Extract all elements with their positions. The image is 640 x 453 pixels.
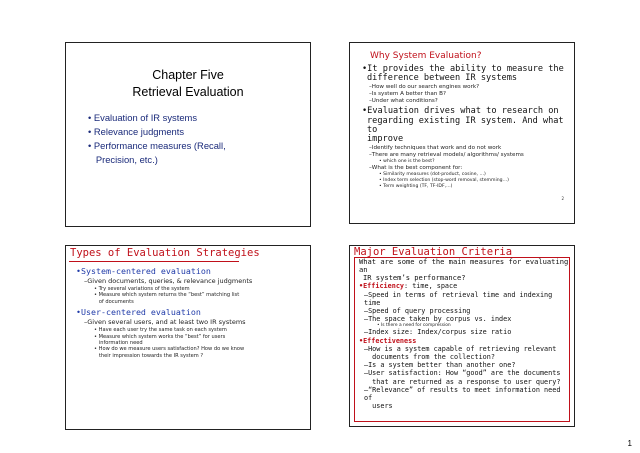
list-item: –How is a system capable of retrieving relevant bbox=[364, 345, 557, 354]
list-item: • Have each user try the same task on each system bbox=[94, 327, 227, 334]
paragraph-line: improve bbox=[367, 134, 404, 145]
list-item: –What is the best component for: bbox=[369, 165, 463, 172]
list-item: • How do we measure users satisfaction? How do we know bbox=[94, 346, 245, 353]
title-underline bbox=[69, 261, 239, 262]
list-item: –Is a system better than another one? bbox=[364, 361, 516, 370]
list-item: • Try several variations of the system bbox=[94, 286, 190, 292]
paragraph-line: •It provides the ability to measure the bbox=[362, 64, 564, 74]
slide-title: Major Evaluation Criteria bbox=[354, 246, 513, 258]
chapter-title: Chapter Five bbox=[152, 68, 224, 82]
list-item: –“Relevance” of results to meet information need of bbox=[364, 385, 561, 402]
slide-why-system-evaluation bbox=[349, 42, 575, 224]
list-item: • Measure which system works the “best” for users bbox=[94, 333, 226, 340]
chapter-subtitle: Retrieval Evaluation bbox=[132, 85, 244, 99]
list-item: of documents bbox=[94, 298, 134, 305]
list-item: Precision, etc.) bbox=[88, 154, 158, 165]
section-heading bbox=[359, 282, 571, 291]
list-item: –Is system A better than B? bbox=[369, 91, 446, 98]
list-item: • Evaluation of IR systems bbox=[88, 112, 198, 123]
list-item: that are returned as a response to user query? bbox=[364, 377, 561, 386]
list-item: • Similarity measures (dot-product, cosine, …) bbox=[379, 172, 486, 178]
list-item: • Is there a need for compression bbox=[377, 322, 451, 328]
slide-chapter-five bbox=[65, 42, 311, 227]
list-item: –Identify techniques that work and do not work bbox=[369, 145, 502, 152]
list-item: –Given documents, queries, & relevance judgments bbox=[84, 277, 253, 285]
slide3-body bbox=[76, 265, 308, 359]
slide2-body bbox=[362, 65, 572, 189]
list-item: • Index term selection (stop-word removal, stemming…) bbox=[379, 177, 509, 183]
slide4-body bbox=[359, 258, 571, 410]
paragraph-line: What are some of the main measures for evaluating an bbox=[359, 257, 569, 274]
list-item: their impression towards the IR system ? bbox=[94, 352, 204, 359]
list-item: –How well do our search engines work? bbox=[369, 84, 480, 91]
list-item: –The space taken by corpus vs. index bbox=[364, 314, 512, 323]
efficiency-rest: : time, space bbox=[404, 282, 458, 290]
list-item: –Speed of query processing bbox=[364, 306, 471, 315]
list-item: –Under what conditions? bbox=[369, 98, 438, 105]
paragraph-line: IR system’s performance? bbox=[363, 273, 466, 282]
page-number: 1 bbox=[627, 439, 632, 448]
efficiency-label: •Efficiency bbox=[359, 282, 405, 290]
slide-major-evaluation-criteria bbox=[349, 245, 575, 427]
list-item: users bbox=[364, 401, 393, 410]
slide-page-number: 2 bbox=[561, 196, 564, 201]
list-item: • Relevance judgments bbox=[88, 126, 185, 137]
list-item: • Term weighting (TF, TF-IDF,…) bbox=[379, 183, 453, 189]
list-item: –Given several users, and at least two IR systems bbox=[84, 318, 246, 327]
list-item: –Speed in terms of retrieval time and indexing time bbox=[364, 290, 553, 307]
paragraph-line: •Evaluation drives what to research on bbox=[362, 106, 559, 117]
section-heading: •System-centered evaluation bbox=[76, 266, 211, 276]
section-heading: •User-centered evaluation bbox=[76, 307, 201, 318]
paragraph-line: regarding existing IR system. And what to bbox=[367, 115, 564, 135]
slide1-bullet-list bbox=[88, 111, 303, 167]
list-item: • which one is the best? bbox=[379, 159, 435, 165]
slide-title: Why System Evaluation? bbox=[370, 51, 482, 61]
list-item: –Index size: Index/corpus size ratio bbox=[364, 328, 512, 337]
list-item: documents from the collection? bbox=[364, 353, 495, 362]
section-heading: •Effectiveness bbox=[359, 336, 417, 345]
list-item: • Measure which system returns the “best” matching list bbox=[94, 292, 240, 299]
list-item: information need bbox=[94, 340, 143, 347]
paragraph-line: difference between IR systems bbox=[367, 73, 518, 84]
list-item: –User satisfaction: How “good” are the documents bbox=[364, 369, 561, 378]
slide-types-of-evaluation bbox=[65, 245, 311, 430]
list-item: • Performance measures (Recall, bbox=[88, 140, 226, 151]
list-item: –There are many retrieval models/ algorithms/ systems bbox=[369, 152, 524, 159]
slide-title: Types of Evaluation Strategies bbox=[70, 247, 260, 259]
